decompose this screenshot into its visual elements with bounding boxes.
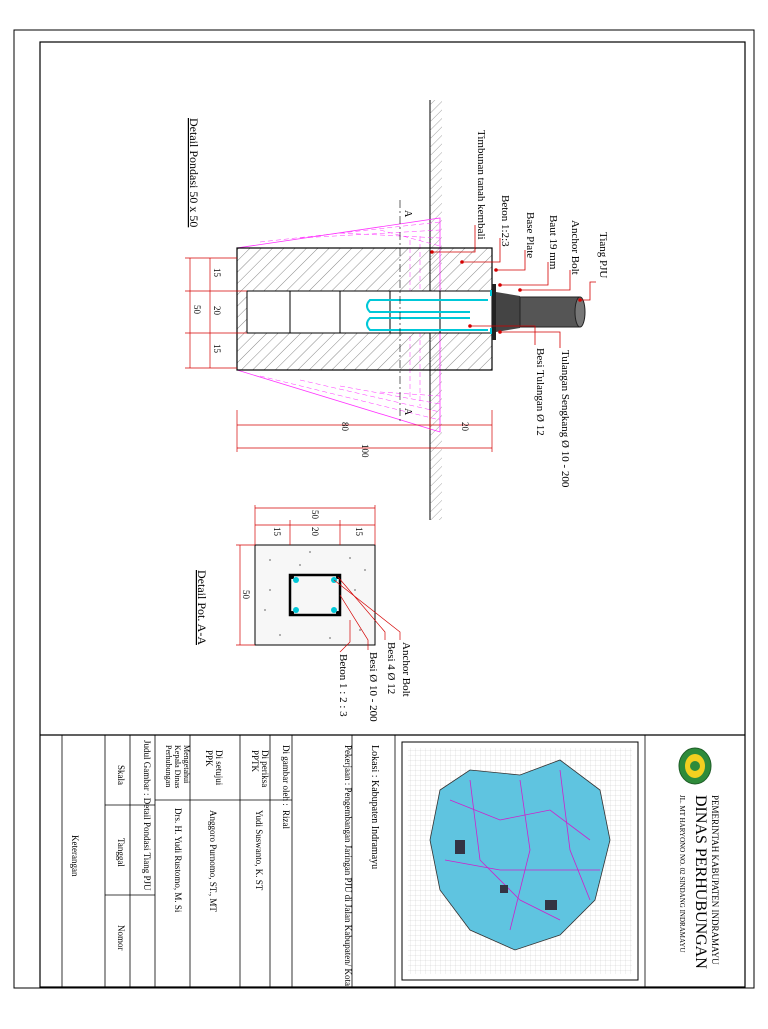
- dim-80: 80: [340, 422, 350, 431]
- dim-20-b: 20: [460, 422, 470, 431]
- dim-100: 100: [360, 444, 370, 458]
- dim-15-a: 15: [212, 268, 222, 277]
- plan-label-anchor-bolt: Anchor Bolt: [400, 642, 412, 697]
- keterangan-label: Keterangan: [70, 835, 80, 877]
- lokasi-text: Lokasi : Kabupaten Indramayu: [369, 745, 380, 870]
- mengetahui-value: Drs. H. Yudi Rustomo, M. Si: [173, 808, 183, 913]
- mengetahui-label1: Mengetahui: [182, 745, 191, 784]
- label-beton: Beton 1:2:3: [499, 195, 511, 247]
- title-detail-pot: Detail Pot. A-A: [195, 570, 209, 645]
- disetujui-value: Anggoro Purnomo, ST., MT: [208, 810, 218, 912]
- plan-dim-20: 20: [310, 527, 320, 536]
- tanggal-label: Tanggal: [116, 838, 126, 867]
- label-sengkang: Tulangan Sengkang Ø 10 - 200: [559, 350, 571, 488]
- plan-dim-15-a: 15: [272, 527, 282, 536]
- dim-20: 20: [212, 306, 222, 315]
- section-marker-top: A: [402, 210, 413, 218]
- agency-emblem: [679, 748, 711, 784]
- base-plate: [492, 284, 496, 340]
- foundation-section: [185, 100, 609, 520]
- title-detail-pondasi: Detail Pondasi 50 x 50: [187, 118, 201, 228]
- diperiksa-value: Yudi Suswanto, K. ST: [254, 810, 264, 891]
- plan-dim-15-b: 15: [354, 527, 364, 536]
- diperiksa-label2: PPTK: [250, 750, 260, 773]
- agency-name-line1: PEMERINTAH KABUPATEN INDRAMAYU: [710, 795, 720, 965]
- title-block: [62, 735, 720, 987]
- dim-50: 50: [192, 305, 202, 314]
- agency-address: JL. MT HARYONO NO. 02 SINDANG INDRAMAYU: [678, 795, 686, 953]
- label-tiang: Tiang PJU: [597, 232, 609, 279]
- plan-dim-50-side: 50: [241, 590, 251, 599]
- plan-label-besi-10: Besi Ø 10 - 200: [367, 652, 379, 722]
- digambar-value: Rizal: [281, 810, 291, 829]
- plan-concrete: [255, 545, 375, 645]
- mengetahui-label2: Kepala Dinas: [173, 745, 182, 789]
- label-base-plate: Base Plate: [524, 212, 536, 259]
- plan-dim-50-top: 50: [310, 510, 320, 519]
- plan-label-beton: Beton 1 : 2 : 3: [337, 654, 349, 717]
- digambar-label: Di gambar oleh :: [281, 745, 291, 806]
- judul-gambar: Judul Gambar : Detail Pondasi Tiang PJU: [142, 740, 152, 891]
- disetujui-label1: Di setujui: [214, 750, 224, 786]
- disetujui-label2: PPK: [204, 750, 214, 767]
- dim-15-b: 15: [212, 344, 222, 353]
- plan-section-aa: [195, 505, 412, 722]
- section-marker-bottom: A: [402, 408, 413, 416]
- pekerjaan-text: Pekerjaan : Pengembangan Jaringan PJU di Jalan Kabupaten/ Kota: [343, 745, 353, 986]
- diperiksa-label1: Di periksa: [260, 750, 270, 788]
- nomor-label: Nomor: [116, 925, 126, 951]
- pole: [520, 297, 580, 327]
- label-besi-tulangan: Besi Tulangan Ø 12: [534, 348, 546, 436]
- label-anchor-bolt: Anchor Bolt: [569, 220, 581, 275]
- skala-label: Skala: [116, 765, 126, 785]
- label-baut: Baut 19 mm: [547, 215, 559, 270]
- plan-label-besi-4: Besi 4 Ø 12: [385, 642, 397, 695]
- label-timbunan: Timbunan tanah kembali: [475, 130, 487, 240]
- agency-name-line2: DINAS PERHUBUNGAN: [692, 795, 709, 969]
- mengetahui-label3: Perhubungan: [164, 745, 173, 788]
